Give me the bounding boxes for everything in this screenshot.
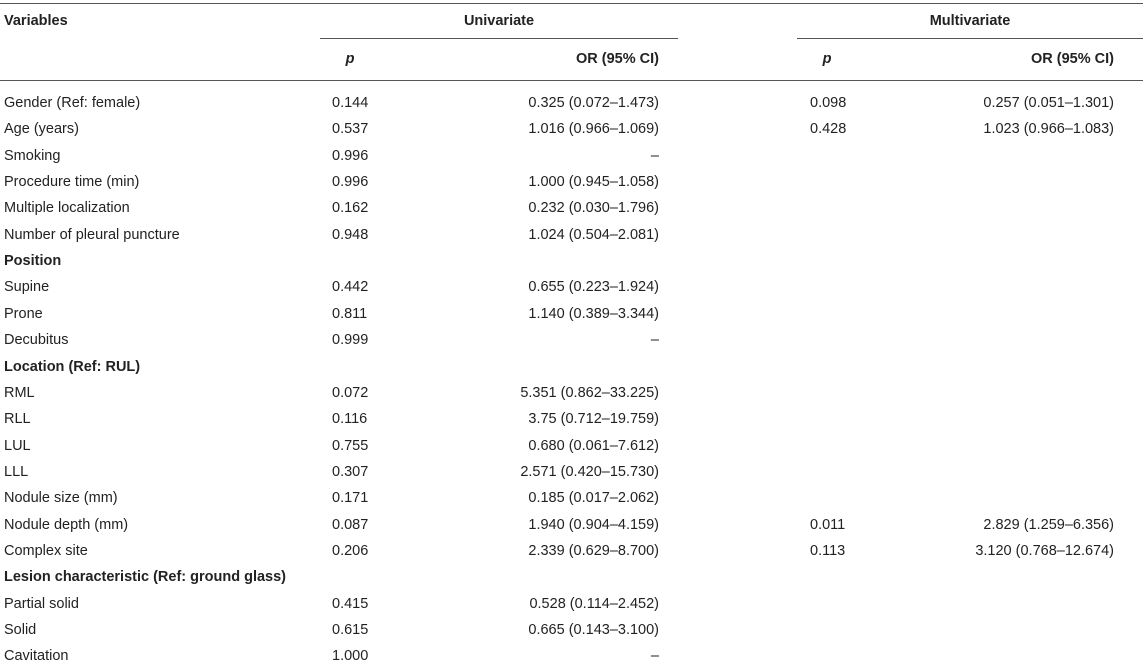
- univariate-p-value: 0.162: [332, 200, 369, 216]
- header-univariate-or: OR (95% CI): [576, 51, 659, 67]
- univariate-or-value: 0.655 (0.223–1.924): [528, 279, 659, 295]
- header-multivariate: Multivariate: [929, 13, 1011, 29]
- row-label: Procedure time (min): [4, 174, 140, 190]
- univariate-or-value: 0.528 (0.114–2.452): [529, 596, 659, 612]
- multivariate-p-value: 0.428: [810, 121, 847, 137]
- univariate-or-value: 2.571 (0.420–15.730): [520, 464, 659, 480]
- univariate-or-value: 3.75 (0.712–19.759): [528, 411, 659, 427]
- multivariate-or-value: 0.257 (0.051–1.301): [983, 95, 1114, 111]
- univariate-p-value: 0.116: [332, 411, 368, 427]
- row-label: Partial solid: [4, 596, 79, 612]
- univariate-or-value: –: [650, 148, 659, 164]
- univariate-or-value: –: [650, 332, 659, 348]
- section-heading: Position: [4, 253, 62, 269]
- univariate-p-value: 0.615: [332, 622, 369, 638]
- univariate-p-value: 0.811: [332, 306, 368, 322]
- row-label: Smoking: [4, 148, 61, 164]
- row-label: LLL: [4, 464, 29, 480]
- multivariate-p-value: 0.011: [810, 517, 846, 533]
- row-label: Multiple localization: [4, 200, 130, 216]
- top-rule: [0, 3, 1143, 4]
- row-label: Prone: [4, 306, 43, 322]
- univariate-or-value: 1.016 (0.966–1.069): [528, 121, 659, 137]
- univariate-or-value: 5.351 (0.862–33.225): [520, 385, 659, 401]
- univariate-p-value: 0.996: [332, 174, 369, 190]
- univariate-p-value: 0.442: [332, 279, 369, 295]
- header-multivariate-p: p: [822, 51, 832, 67]
- univariate-or-value: 1.024 (0.504–2.081): [528, 227, 659, 243]
- row-label: Gender (Ref: female): [4, 95, 141, 111]
- row-label: Nodule depth (mm): [4, 517, 129, 533]
- multivariate-or-value: 3.120 (0.768–12.674): [975, 543, 1114, 559]
- row-label: RML: [4, 385, 35, 401]
- univariate-p-value: 0.144: [332, 95, 369, 111]
- univariate-or-value: 0.185 (0.017–2.062): [528, 490, 659, 506]
- univariate-or-value: 1.000 (0.945–1.058): [528, 174, 659, 190]
- section-heading: Location (Ref: RUL): [4, 359, 141, 375]
- univariate-p-value: 0.206: [332, 543, 369, 559]
- multivariate-or-value: 1.023 (0.966–1.083): [983, 121, 1114, 137]
- univariate-rule: [320, 38, 678, 39]
- univariate-p-value: 0.415: [332, 596, 369, 612]
- univariate-p-value: 0.537: [332, 121, 369, 137]
- row-label: Solid: [4, 622, 37, 638]
- row-label: Cavitation: [4, 648, 69, 664]
- row-label: Nodule size (mm): [4, 490, 118, 506]
- univariate-or-value: 1.140 (0.389–3.344): [528, 306, 659, 322]
- header-bottom-rule: [0, 80, 1143, 81]
- multivariate-p-value: 0.113: [810, 543, 846, 559]
- section-heading: Lesion characteristic (Ref: ground glass): [4, 569, 287, 585]
- row-label: Complex site: [4, 543, 88, 559]
- univariate-or-value: 2.339 (0.629–8.700): [528, 543, 659, 559]
- univariate-p-value: 0.996: [332, 148, 369, 164]
- univariate-or-value: 1.940 (0.904–4.159): [528, 517, 659, 533]
- univariate-p-value: 1.000: [332, 648, 369, 664]
- univariate-p-value: 0.755: [332, 438, 369, 454]
- header-univariate-p: p: [345, 51, 355, 67]
- univariate-p-value: 0.171: [332, 490, 369, 506]
- univariate-p-value: 0.072: [332, 385, 369, 401]
- univariate-or-value: 0.325 (0.072–1.473): [528, 95, 659, 111]
- multivariate-rule: [797, 38, 1143, 39]
- univariate-p-value: 0.087: [332, 517, 369, 533]
- univariate-or-value: 0.665 (0.143–3.100): [528, 622, 659, 638]
- row-label: Supine: [4, 279, 50, 295]
- univariate-p-value: 0.948: [332, 227, 369, 243]
- univariate-p-value: 0.999: [332, 332, 369, 348]
- univariate-p-value: 0.307: [332, 464, 369, 480]
- multivariate-or-value: 2.829 (1.259–6.356): [983, 517, 1114, 533]
- univariate-or-value: 0.232 (0.030–1.796): [528, 200, 659, 216]
- row-label: Number of pleural puncture: [4, 227, 180, 243]
- header-univariate: Univariate: [463, 13, 535, 29]
- header-multivariate-or: OR (95% CI): [1031, 51, 1114, 67]
- header-variables: Variables: [4, 13, 68, 29]
- row-label: LUL: [4, 438, 31, 454]
- row-label: RLL: [4, 411, 31, 427]
- row-label: Age (years): [4, 121, 79, 137]
- univariate-or-value: –: [650, 648, 659, 664]
- multivariate-p-value: 0.098: [810, 95, 847, 111]
- univariate-or-value: 0.680 (0.061–7.612): [528, 438, 659, 454]
- row-label: Decubitus: [4, 332, 69, 348]
